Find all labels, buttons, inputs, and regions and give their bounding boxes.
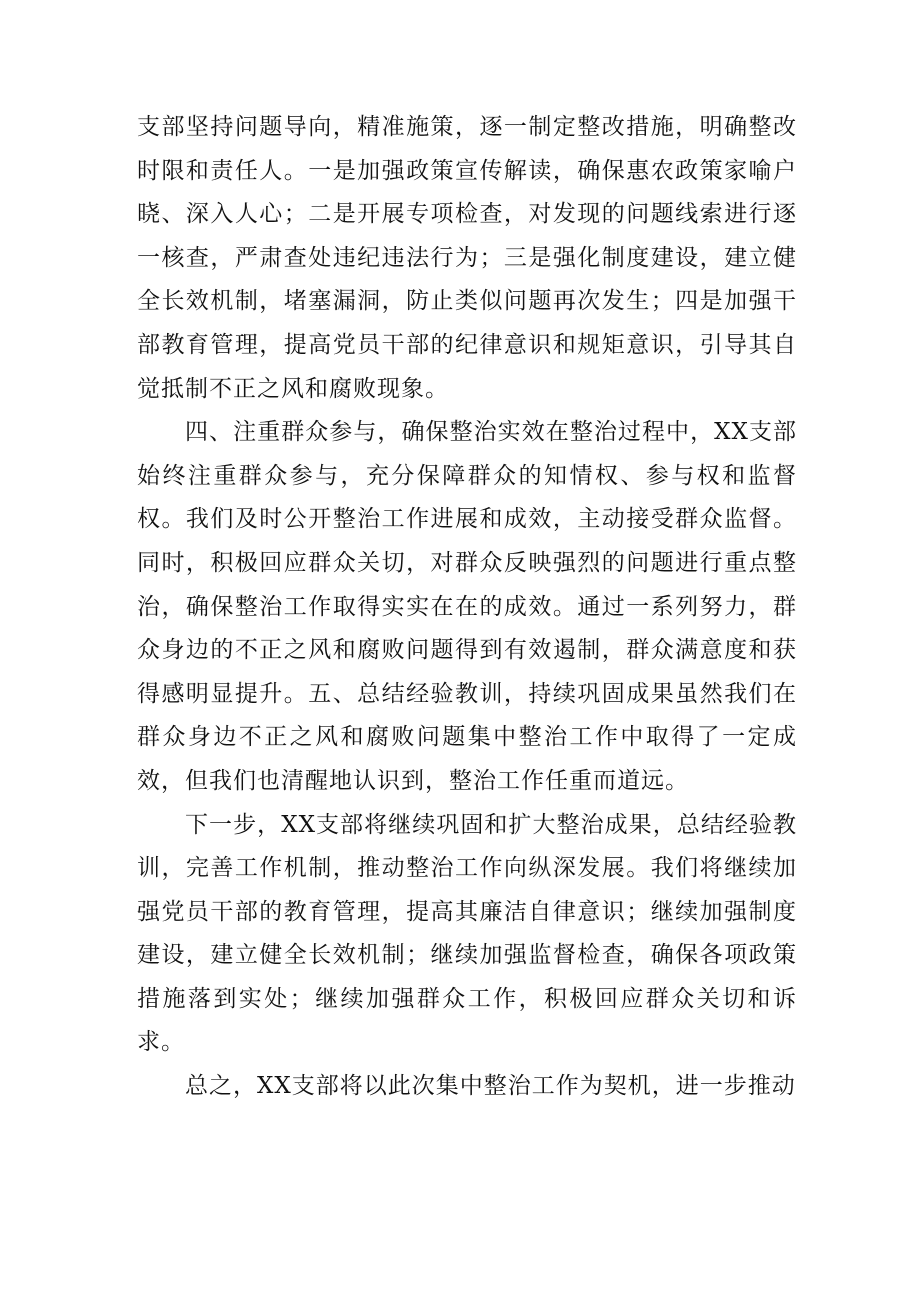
paragraph-continued: 支部坚持问题导向，精准施策，逐一制定整改措施，明确整改时限和责任人。一是加强政策宣传解读，确保惠农政策家喻户晓、深入人心；二是开展专项检查，对发现的问题线索进行逐一核查，严肃查处违纪违法行为；三是强化制度建设，建立健全长效机制，堵塞漏洞，防止类似问题再次发生；四是加强干部教育管理，提高党员干部的纪律意识和规矩意识，引导其自觉抵制不正之风和腐败现象。 [137,114,797,402]
paragraph-section-four: 四、注重群众参与，确保整治实效在整治过程中，XX支部始终注重群众参与，充分保障群众的知情权、参与权和监督权。我们及时公开整治工作进展和成效，主动接受群众监督。同时，积极回应群众关切，对群众反映强烈的问题进行重点整治，确保整治工作取得实实在在的成效。通过一系列努力，群众身边的不正之风和腐败问题得到有效遏制，群众满意度和获得感明显提升。五、总结经验教训，持续巩固成果虽然我们在群众身边不正之风和腐败问题集中整治工作中取得了一定成效，但我们也清醒地认识到，整治工作任重而道远。 [137,419,797,794]
document-body [137,106,797,1109]
paragraph-next-steps: 下一步，XX支部将继续巩固和扩大整治成果，总结经验教训，完善工作机制，推动整治工作向纵深发展。我们将继续加强党员干部的教育管理，提高其廉洁自律意识；继续加强制度建设，建立健全长效机制；继续加强监督检查，确保各项政策措施落到实处；继续加强群众工作，积极回应群众关切和诉求。 [137,811,797,1056]
paragraph-conclusion: 总之，XX支部将以此次集中整治工作为契机，进一步推动 [185,1073,796,1100]
